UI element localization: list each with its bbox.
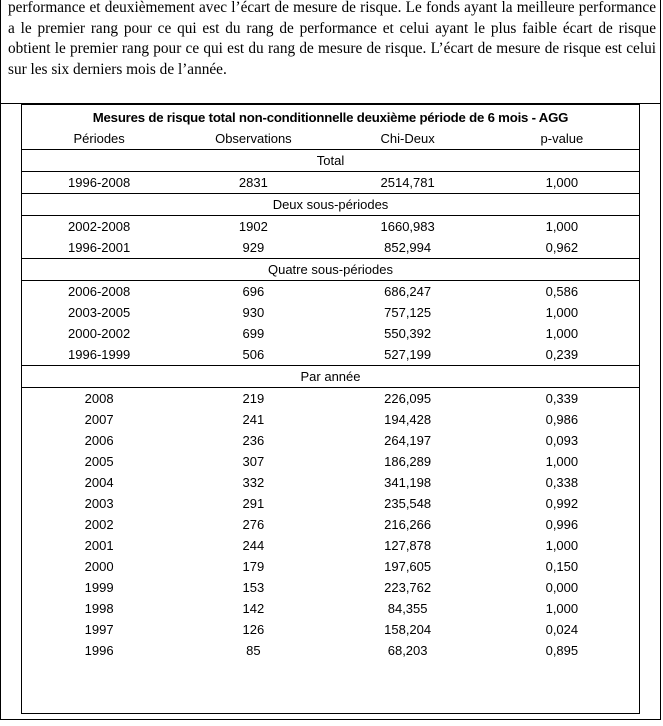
cell-chi-deux: 686,247 — [384, 284, 432, 299]
table-title-row — [22, 107, 639, 128]
cell-periode: 1996 — [84, 643, 114, 658]
cell-chi-deux: 264,197 — [384, 433, 432, 448]
cell-periode: 2007 — [84, 412, 114, 427]
cell-chi-deux: 550,392 — [384, 326, 432, 341]
cell-chi-deux: 223,762 — [384, 580, 432, 595]
section-label: Par année — [22, 366, 639, 388]
table-row — [22, 451, 639, 472]
cell-chi-deux: 757,125 — [384, 305, 432, 320]
cell-observations: 126 — [242, 622, 265, 637]
cell-observations: 153 — [242, 580, 265, 595]
table-row — [22, 302, 639, 323]
cell-periode: 1998 — [84, 601, 114, 616]
table-row — [22, 281, 639, 303]
cell-periode: 2006 — [84, 433, 114, 448]
risk-measure-table — [22, 107, 639, 661]
cell-observations: 244 — [242, 538, 265, 553]
cell-p-value: 1,000 — [545, 454, 579, 469]
cell-periode: 1996-2001 — [22, 237, 176, 259]
table-row — [22, 514, 639, 535]
cell-chi-deux: 341,198 — [384, 475, 432, 490]
cell-p-value: 0,962 — [485, 237, 639, 259]
table-body — [22, 150, 639, 662]
cell-periode: 1996-1999 — [22, 344, 176, 366]
page-right-rule — [660, 104, 661, 720]
section-label: Total — [22, 150, 639, 172]
table-row — [22, 556, 639, 577]
cell-p-value: 0,996 — [545, 517, 579, 532]
cell-periode: 2002-2008 — [68, 219, 131, 234]
cell-chi-deux: 197,605 — [384, 559, 432, 574]
cell-p-value: 0,093 — [545, 433, 579, 448]
table-row — [22, 172, 639, 194]
table-row — [22, 323, 639, 344]
table-row — [22, 409, 639, 430]
intro-paragraph: performance et deuxièmement avec l’écart de mesure de risque. Le fonds ayant la meilleure performance a le premier rang pour ce qui est du rang de performance et celui ayant le plus faible écart de risque obtient le premier rang pour ce qui est du rang de mesure de risque. L’écart de mesure de risque est celui sur les six derniers mois de l’année. — [8, 0, 656, 78]
cell-observations: 241 — [242, 412, 265, 427]
intro-box — [0, 0, 661, 104]
cell-chi-deux: 852,994 — [331, 237, 485, 259]
cell-periode: 1996-2008 — [22, 172, 176, 194]
section-label: Quatre sous-périodes — [22, 259, 639, 281]
cell-observations: 142 — [242, 601, 265, 616]
cell-periode: 1997 — [84, 622, 114, 637]
table-row — [22, 388, 639, 410]
cell-periode: 2005 — [84, 454, 114, 469]
cell-chi-deux: 216,266 — [384, 517, 432, 532]
cell-observations: 332 — [242, 475, 265, 490]
table-row — [22, 577, 639, 598]
table-title: Mesures de risque total non-conditionnelle deuxième période de 6 mois - AGG — [92, 110, 569, 125]
cell-periode: 2003-2005 — [68, 305, 131, 320]
cell-p-value: 1,000 — [545, 538, 579, 553]
cell-observations: 219 — [242, 391, 265, 406]
cell-observations: 2831 — [176, 172, 330, 194]
header-chi-deux: Chi-Deux — [331, 128, 485, 150]
cell-p-value: 0,024 — [545, 622, 579, 637]
cell-p-value: 0,986 — [545, 412, 579, 427]
cell-p-value: 0,586 — [545, 284, 579, 299]
section-header-row — [22, 259, 639, 281]
cell-observations: 506 — [176, 344, 330, 366]
cell-periode: 2002 — [84, 517, 114, 532]
cell-p-value: 0,992 — [545, 496, 579, 511]
cell-chi-deux: 68,203 — [387, 643, 428, 658]
table-row — [22, 640, 639, 661]
cell-chi-deux: 2514,781 — [331, 172, 485, 194]
cell-p-value: 1,000 — [545, 601, 579, 616]
cell-periode: 2000 — [84, 559, 114, 574]
table-row — [22, 237, 639, 259]
cell-chi-deux: 127,878 — [384, 538, 432, 553]
cell-p-value: 0,239 — [485, 344, 639, 366]
page-left-rule — [0, 104, 1, 720]
cell-p-value: 0,150 — [545, 559, 579, 574]
cell-observations: 929 — [176, 237, 330, 259]
cell-periode: 2001 — [84, 538, 114, 553]
section-label: Deux sous-périodes — [22, 194, 639, 216]
table-row — [22, 535, 639, 556]
cell-p-value: 0,895 — [545, 643, 579, 658]
cell-observations: 699 — [242, 326, 265, 341]
cell-chi-deux: 1660,983 — [380, 219, 435, 234]
cell-observations: 930 — [242, 305, 265, 320]
column-header-row — [22, 128, 639, 150]
section-header-row — [22, 194, 639, 216]
cell-chi-deux: 158,204 — [384, 622, 432, 637]
cell-p-value: 0,339 — [545, 391, 579, 406]
cell-chi-deux: 194,428 — [384, 412, 432, 427]
cell-periode: 1999 — [84, 580, 114, 595]
cell-observations: 179 — [242, 559, 265, 574]
cell-observations: 85 — [246, 643, 261, 658]
page-bottom-rule — [0, 719, 661, 720]
cell-periode: 2000-2002 — [68, 326, 131, 341]
table-row — [22, 344, 639, 366]
cell-chi-deux: 235,548 — [384, 496, 432, 511]
cell-observations: 236 — [242, 433, 265, 448]
header-p-value: p-value — [485, 128, 639, 150]
cell-observations: 307 — [242, 454, 265, 469]
cell-observations: 276 — [242, 517, 265, 532]
cell-chi-deux: 186,289 — [384, 454, 432, 469]
header-periodes: Périodes — [22, 128, 176, 150]
cell-p-value: 0,000 — [545, 580, 579, 595]
cell-p-value: 1,000 — [485, 172, 639, 194]
section-header-row — [22, 366, 639, 388]
cell-periode: 2003 — [84, 496, 114, 511]
cell-p-value: 1,000 — [545, 305, 579, 320]
cell-chi-deux: 84,355 — [387, 601, 428, 616]
table-row — [22, 598, 639, 619]
table-row — [22, 472, 639, 493]
header-observations: Observations — [176, 128, 330, 150]
cell-observations: 291 — [242, 496, 265, 511]
cell-periode: 2004 — [84, 475, 114, 490]
cell-p-value: 1,000 — [545, 326, 579, 341]
cell-p-value: 1,000 — [545, 219, 579, 234]
cell-periode: 2006-2008 — [68, 284, 131, 299]
cell-p-value: 0,338 — [545, 475, 579, 490]
section-header-row — [22, 150, 639, 172]
cell-observations: 696 — [242, 284, 265, 299]
cell-periode: 2008 — [84, 391, 114, 406]
table-row — [22, 216, 639, 238]
cell-chi-deux: 226,095 — [384, 391, 432, 406]
cell-chi-deux: 527,199 — [331, 344, 485, 366]
table-row — [22, 619, 639, 640]
table-row — [22, 430, 639, 451]
table-row — [22, 493, 639, 514]
cell-observations: 1902 — [238, 219, 268, 234]
